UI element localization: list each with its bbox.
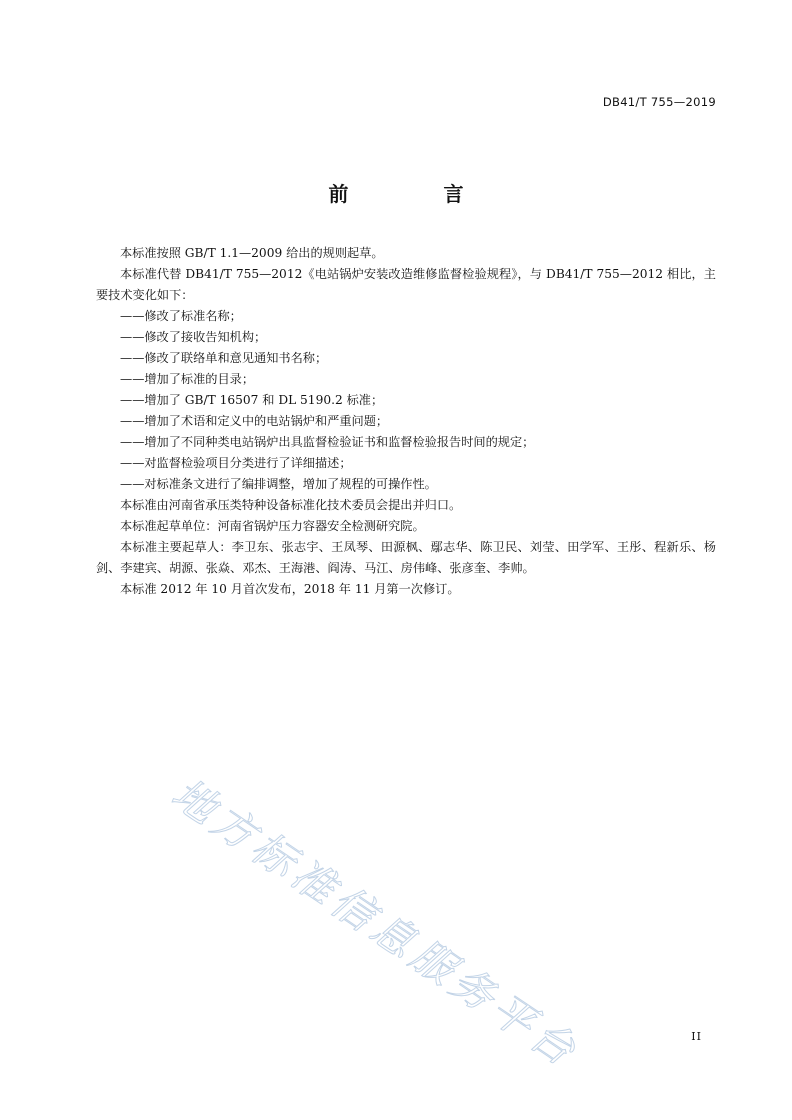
change-item: ——修改了联络单和意见通知书名称； <box>120 351 328 365</box>
foreword-body <box>96 243 716 600</box>
change-item: ——增加了术语和定义中的电站锅炉和严重问题； <box>120 414 389 428</box>
standard-code: DB41/T 755—2019 <box>602 95 716 109</box>
paragraph-replacement: 本标准代替 DB41/T 755—2012《电站锅炉安装改造维修监督检验规程》，与 DB41/T 755—2012 相比，主要技术变化如下： <box>96 267 716 302</box>
page-title: 前 言 <box>328 182 508 206</box>
change-item: ——增加了标准的目录； <box>120 372 255 386</box>
paragraph-drafters: 本标准主要起草人：李卫东、张志宇、王凤琴、田源枫、鄢志华、陈卫民、刘莹、田学军、王彤、程新乐、杨剑、李建宾、胡源、张焱、邓杰、王海港、阎涛、马江、房伟峰、张彦奎、李帅。 <box>96 540 716 575</box>
paragraph-drafting-unit: 本标准起草单位：河南省锅炉压力容器安全检测研究院。 <box>120 519 425 533</box>
paragraph-drafting-rules: 本标准按照 GB/T 1.1—2009 给出的规则起草。 <box>120 246 384 260</box>
page-number: II <box>691 1030 702 1043</box>
change-item: ——增加了 GB/T 16507 和 DL 5190.2 标准； <box>120 393 384 407</box>
paragraph-proposer: 本标准由河南省承压类特种设备标准化技术委员会提出并归口。 <box>120 498 462 512</box>
change-item: ——增加了不同种类电站锅炉出具监督检验证书和监督检验报告时间的规定； <box>120 435 535 449</box>
watermark: 地方标准信息服务平台 <box>163 768 589 1078</box>
change-item: ——对标准条文进行了编排调整，增加了规程的可操作性。 <box>120 477 437 491</box>
change-item: ——对监督检验项目分类进行了详细描述； <box>120 456 352 470</box>
paragraph-publication-history: 本标准 2012 年 10 月首次发布，2018 年 11 月第一次修订。 <box>120 582 460 596</box>
change-item: ——修改了接收告知机构； <box>120 330 267 344</box>
change-item: ——修改了标准名称； <box>120 309 242 323</box>
